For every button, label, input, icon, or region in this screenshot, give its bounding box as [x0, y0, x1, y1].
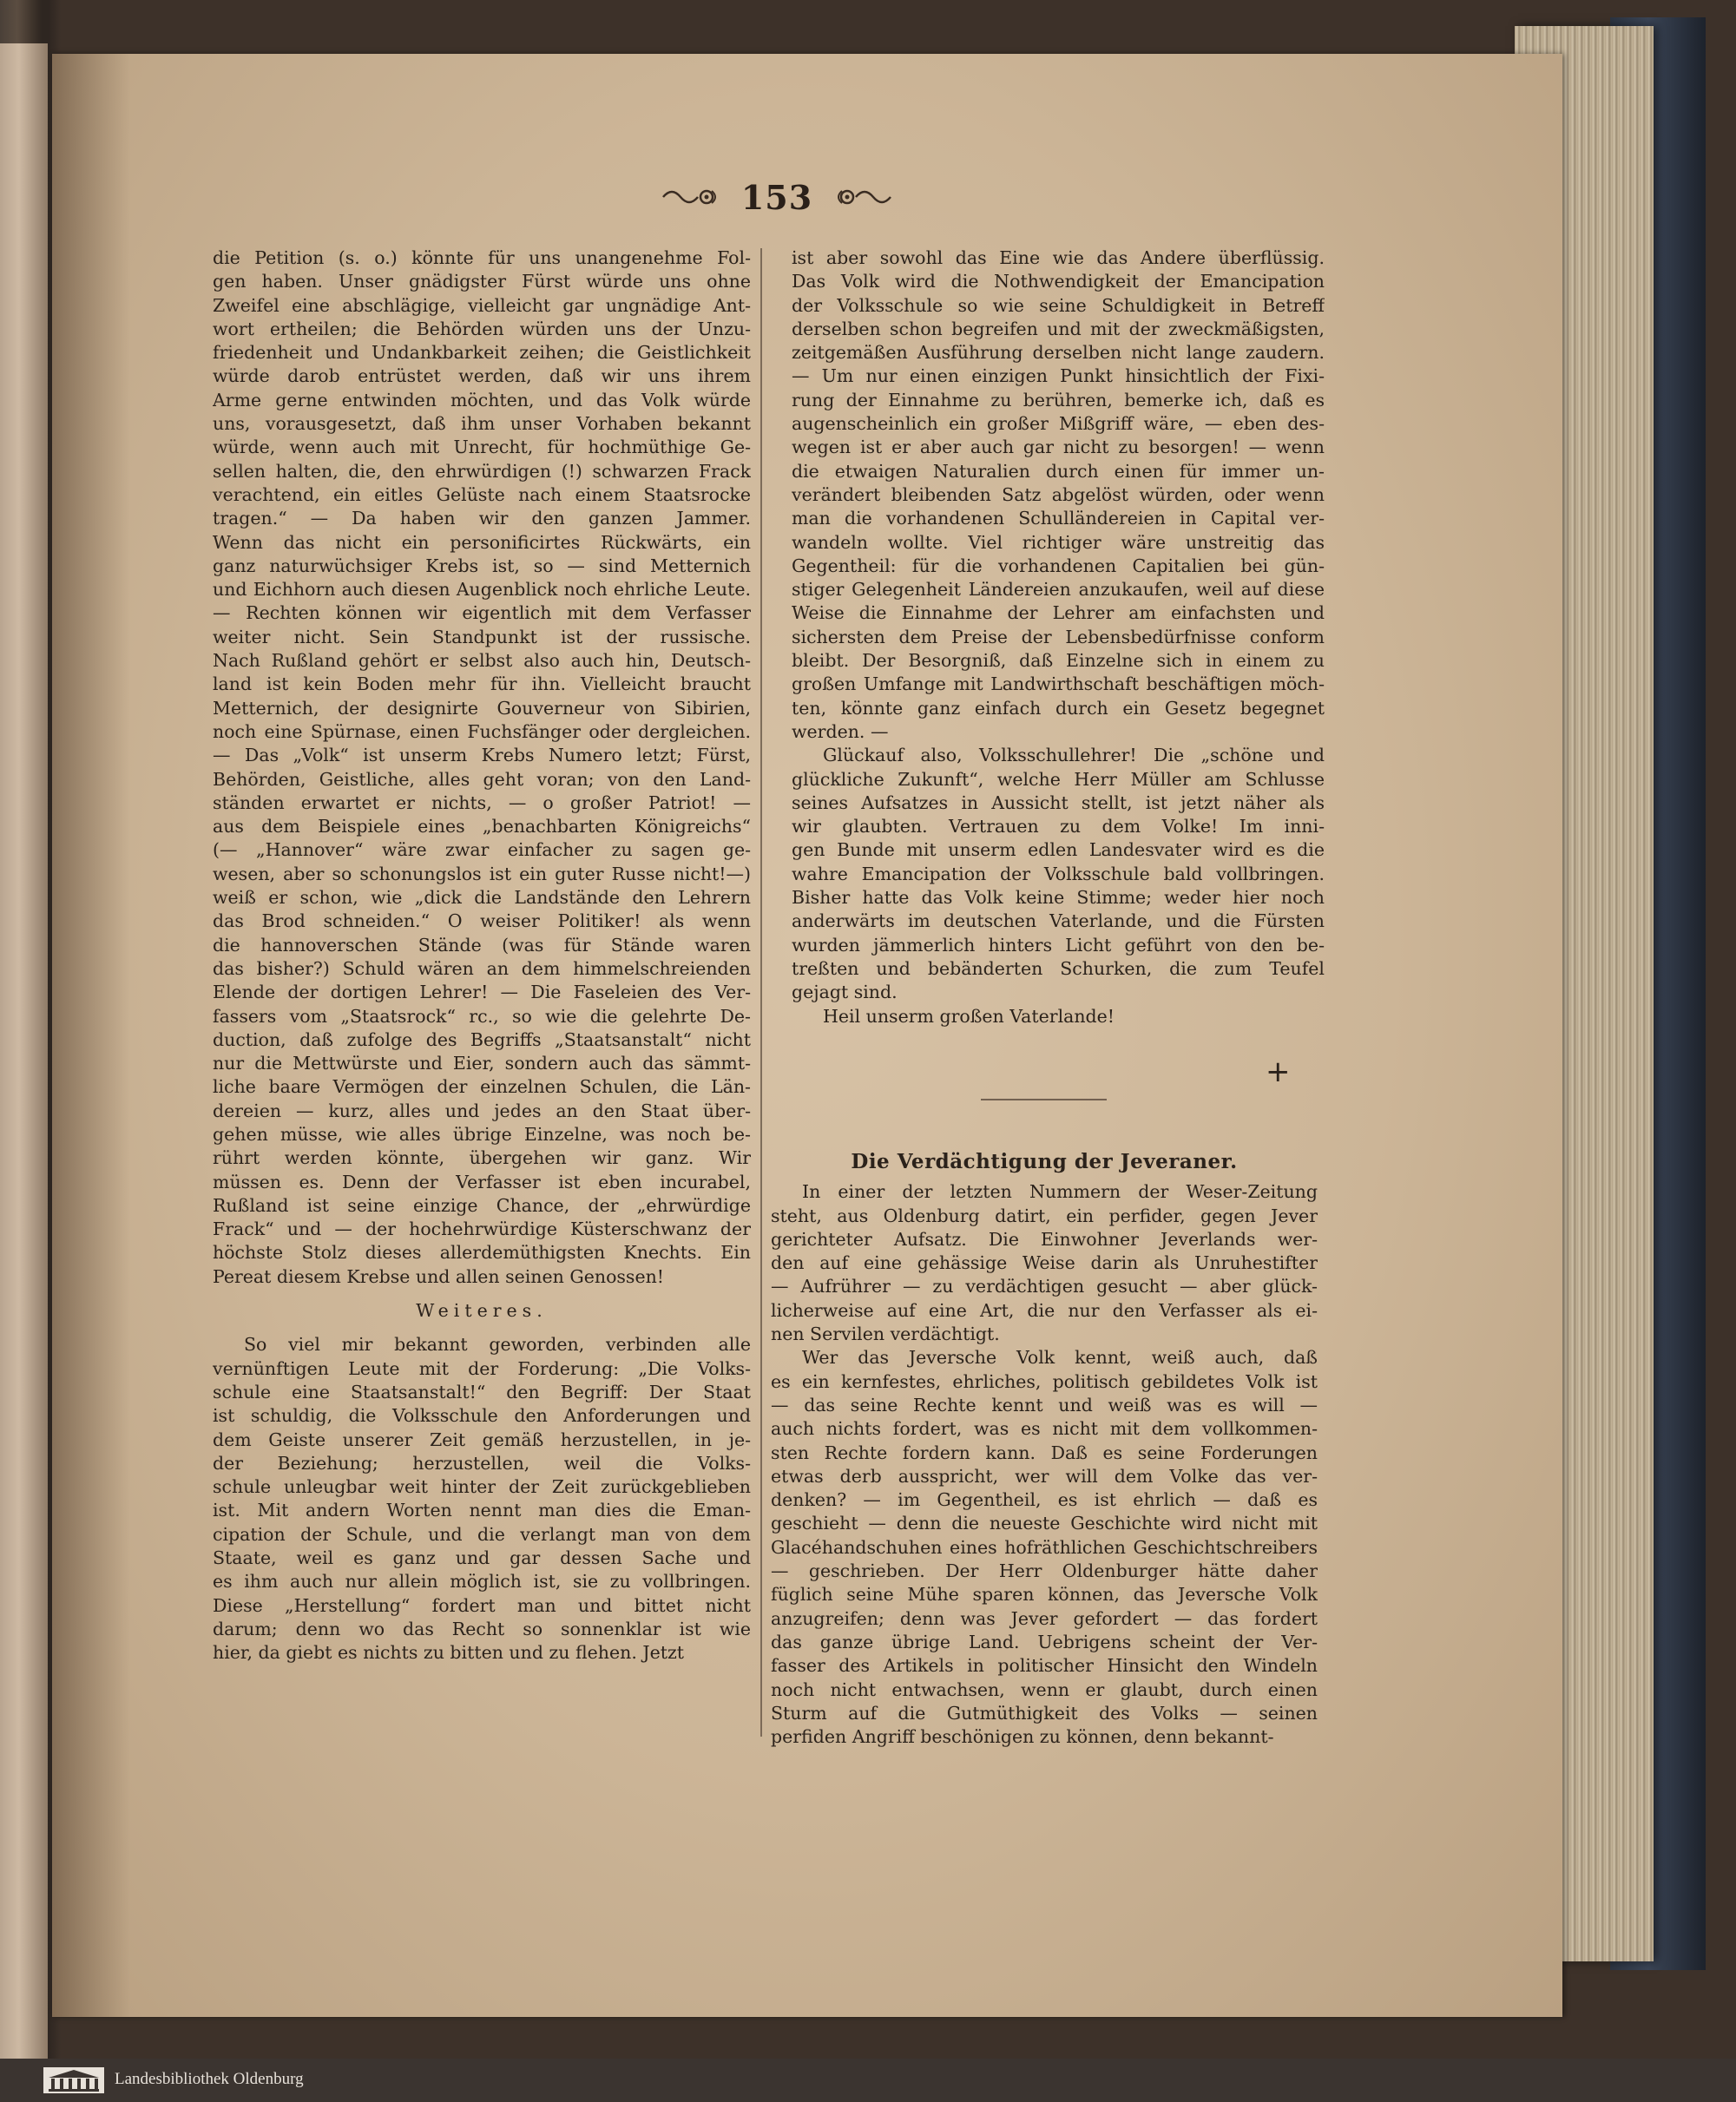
text-line: großen Umfange mit Landwirthschaft beschäftigen möch- [792, 673, 1325, 695]
text-line: und Eichhorn auch diesen Augenblick noch ehrliche Leute. [213, 579, 751, 601]
text-line: noch eine Spürnase, einen Fuchsfänger oder dergleichen. [213, 720, 751, 742]
page-gutter-shadow [52, 54, 130, 2017]
text-line: weiß er schon, wie „dick die Landstände den Lehrern [213, 887, 751, 909]
text-line: rührt werden könnte, übergehen wir ganz. Wir [213, 1147, 751, 1169]
text-line: darum; denn wo das Recht so sonnenklar ist wie [213, 1618, 751, 1639]
text-line: land ist kein Boden mehr für ihn. Vielleicht braucht [213, 673, 751, 695]
text-line: das ganze übrige Land. Uebrigens scheint der Ver- [771, 1631, 1318, 1652]
text-line: duction, daß zufolge des Begriffs „Staatsanstalt“ nicht [213, 1028, 751, 1050]
text-line: dem Geiste unserer Zeit gemäß herzustellen, in je- [213, 1429, 751, 1450]
left-ornament-icon [661, 182, 722, 212]
text-line: Nach Rußland gehört er selbst also auch hin, Deutsch- [213, 650, 751, 672]
text-line: ist schuldig, die Volksschule den Anforderungen und [213, 1405, 751, 1427]
text-line: Glacéhandschuhen eines hofräthlichen Geschichtschreibers [771, 1536, 1318, 1558]
text-line: auch nichts fordert, was es nicht mit dem vollkommen- [771, 1418, 1318, 1440]
text-line: stiger Gelegenheit Ländereien anzukaufen, weil auf diese [792, 579, 1325, 601]
text-line: Wenn das nicht ein personificirtes Rückwärts, ein [213, 531, 751, 553]
text-line: fasser des Artikels in politischer Hinsicht den Windeln [771, 1655, 1318, 1677]
text-line: wurden jämmerlich hinters Licht geführt von den be- [792, 934, 1325, 956]
text-line: — Um nur einen einzigen Punkt hinsichtlich der Fixi- [792, 365, 1325, 387]
article-heading: Die Verdächtigung der Jeveraner. [851, 1150, 1238, 1173]
text-line: anderwärts im deutschen Vaterlande, und die Fürsten [792, 910, 1325, 932]
text-line: wir glaubten. Vertrauen zu dem Volke! Im inni- [792, 816, 1325, 838]
previous-page-edge [0, 43, 48, 2059]
right-column-top [792, 246, 1325, 1028]
text-line: Rußland ist seine einzige Chance, der „ehrwürdige [213, 1194, 751, 1216]
text-line: Staate, weil es ganz und gar dessen Sache und [213, 1547, 751, 1569]
text-line: glückliche Zukunft“, welche Herr Müller am Schlusse [792, 768, 1325, 790]
text-line: die Petition (s. o.) könnte für uns unangenehme Fol- [213, 247, 751, 268]
text-line: augenscheinlich ein großer Mißgriff wäre, — eben des- [792, 413, 1325, 435]
text-line: Elende der dortigen Lehrer! — Die Faseleien des Ver- [213, 982, 751, 1003]
text-line: Bisher hatte das Volk keine Stimme; weder hier noch [792, 887, 1325, 909]
text-line: würde darob entrüstet werden, daß wir uns ihrem [213, 365, 751, 387]
text-line: geschieht — denn die neueste Geschichte wird nicht mit [771, 1513, 1318, 1534]
text-line: schule unleugbar weit hinter der Zeit zurückgeblieben [213, 1476, 751, 1498]
text-line: Frack“ und — der hochehrwürdige Küsterschwanz der [213, 1219, 751, 1240]
text-line: müssen es. Denn der Verfasser ist eben incurabel, [213, 1171, 751, 1192]
text-line: steht, aus Oldenburg datirt, ein perfider, gegen Jever [771, 1205, 1318, 1226]
text-line: es ihm auch nur allein möglich ist, sie zu vollbringen. [213, 1571, 751, 1593]
text-line: — das seine Rechte kennt und weiß was es will — [771, 1394, 1318, 1416]
text-line: werden. — [792, 720, 889, 742]
text-line: gen Bunde mit unserm edlen Landesvater wird es die [792, 839, 1325, 861]
text-line: Metternich, der designirte Gouverneur von Sibirien, [213, 697, 751, 719]
text-line: Sturm auf die Gutmüthigkeit des Volks — seinen [771, 1702, 1318, 1724]
text-line: — Rechten können wir eigentlich mit dem Verfasser [213, 602, 751, 624]
text-line: seines Aufsatzes in Aussicht stellt, ist jetzt näher als [792, 792, 1325, 813]
text-line: Heil unserm großen Vaterlande! [823, 1005, 1115, 1027]
text-line: vernünftigen Leute mit der Forderung: „Die Volks- [213, 1357, 751, 1379]
text-line: zeitgemäßen Ausführung derselben nicht lange zaudern. [792, 342, 1325, 364]
text-line: den auf eine gehässige Weise darin als Unruhestifter [771, 1252, 1318, 1274]
text-line: würde, wenn auch mit Unrecht, für hochmüthige Ge- [213, 437, 751, 458]
text-line: bleibt. Der Besorgniß, daß Einzelne sich in einem zu [792, 650, 1325, 672]
text-line: Pereat diesem Krebse und allen seinen Genossen! [213, 1265, 665, 1287]
text-line: füglich seine Mühe sparen können, das Jeversche Volk [771, 1584, 1318, 1606]
text-line: die hannoverschen Stände (was für Stände waren [213, 934, 751, 956]
text-line: nur die Mettwürste und Eier, sondern auch das sämmt- [213, 1053, 751, 1074]
text-line: cipation der Schule, und die verlangt man von dem [213, 1523, 751, 1545]
text-line: derselben schon begreifen und mit der zweckmäßigsten, [792, 318, 1325, 339]
column-divider [760, 248, 762, 1737]
text-line: das bisher?) Schuld wären an dem himmelschreienden [213, 957, 751, 979]
text-line: noch nicht entwachsen, wenn er glaubt, durch einen [771, 1678, 1318, 1700]
text-line: sten Rechte fordern kann. Daß es seine Forderungen [771, 1442, 1318, 1463]
text-line: Gegentheil: für die vorhandenen Capitalien bei gün- [792, 555, 1325, 576]
text-line: Das Volk wird die Nothwendigkeit der Emancipation [792, 271, 1325, 292]
text-line: uns, vorausgesetzt, daß ihm unser Vorhaben bekannt [213, 413, 751, 435]
subheading-weiteres: Weiteres. [416, 1300, 548, 1322]
text-line: ist aber sowohl das Eine wie das Andere überflüssig. [792, 247, 1325, 268]
text-line: rung der Einnahme zu berühren, bemerke ich, daß es [792, 389, 1325, 411]
text-line: wesen, aber so schonungslos ist ein guter Russe nicht!—) [213, 863, 751, 884]
text-line: die etwaigen Naturalien durch einen für immer un- [792, 460, 1325, 482]
text-line: denken? — im Gegentheil, es ist ehrlich — daß es [771, 1489, 1318, 1511]
text-line: Arme gerne entwinden möchten, und das Volk würde [213, 389, 751, 411]
text-line: verändert bleibenden Satz abgelöst würden, oder wenn [792, 483, 1325, 505]
page-header [638, 175, 916, 219]
text-line: In einer der letzten Nummern der Weser-Zeitung [802, 1181, 1318, 1203]
text-line: dereien — kurz, alles und jedes an den Staat über- [213, 1100, 751, 1121]
text-line: schule eine Staatsanstalt!“ den Begriff: Der Staat [213, 1381, 751, 1402]
library-building-icon [43, 2067, 104, 2093]
text-line: ganz naturwüchsiger Krebs ist, so — sind Metternich [213, 555, 751, 576]
text-line: wegen ist er aber auch gar nicht zu besorgen! — wenn [792, 437, 1325, 458]
right-column-bottom [771, 1150, 1318, 1749]
text-line: weiter nicht. Sein Standpunkt ist der russische. [213, 626, 751, 647]
text-line: nen Servilen verdächtigt. [771, 1324, 1000, 1345]
text-line: perfiden Angriff beschönigen zu können, denn bekannt- [771, 1726, 1274, 1748]
text-line: tragen.“ — Da haben wir den ganzen Jammer. [213, 508, 751, 529]
text-line: etwas derb ausspricht, wer will dem Volke das ver- [771, 1465, 1318, 1487]
text-line: wahre Emancipation der Volksschule bald vollbringen. [792, 863, 1325, 884]
text-line: friedenheit und Undankbarkeit zeihen; die Geistlichkeit [213, 342, 751, 364]
text-line: ist. Mit andern Worten nennt man dies die Eman- [213, 1500, 751, 1521]
text-line: hier, da giebt es nichts zu bitten und zu flehen. Jetzt [213, 1642, 684, 1664]
text-line: Glückauf also, Volksschullehrer! Die „schöne und [823, 745, 1325, 766]
footer-library-name: Landesbibliothek Oldenburg [115, 2070, 304, 2088]
text-line: das Brod schneiden.“ O weiser Politiker! als wenn [213, 910, 751, 932]
text-line: — geschrieben. Der Herr Oldenburger hätte daher [771, 1560, 1318, 1582]
text-line: — Das „Volk“ ist unserm Krebs Numero letzt; Fürst, [213, 745, 751, 766]
section-mark: + [1266, 1054, 1291, 1089]
left-column [213, 246, 751, 1665]
text-line: Diese „Herstellung“ fordert man und bittet nicht [213, 1594, 751, 1616]
text-line: ten, könnte ganz einfach durch ein Gesetz begegnet [792, 697, 1325, 719]
text-line: sellen halten, die, den ehrwürdigen (!) schwarzen Frack [213, 460, 751, 482]
text-line: sichersten dem Preise der Lebensbedürfnisse conform [792, 626, 1325, 647]
text-line: verachtend, ein eitles Gelüste nach einem Staatsrocke [213, 483, 751, 505]
section-rule [981, 1099, 1107, 1100]
text-line: wandeln wollte. Viel richtiger wäre unstreitig das [792, 531, 1325, 553]
text-line: gerichteter Aufsatz. Die Einwohner Jeverlands wer- [771, 1228, 1318, 1250]
text-line: (— „Hannover“ wäre zwar einfacher zu sagen ge- [213, 839, 751, 861]
text-line: wort ertheilen; die Behörden würden uns der Unzu- [213, 318, 751, 339]
text-line: gen haben. Unser gnädigster Fürst würde uns ohne [213, 271, 751, 292]
text-line: — Aufrührer — zu verdächtigen gesucht — aber glück- [771, 1276, 1318, 1297]
text-line: Zweifel eine abschlägige, vielleicht gar ungnädige Ant- [213, 294, 751, 316]
page-number: 153 [740, 177, 813, 217]
text-line: gejagt sind. [792, 982, 898, 1003]
text-line: liche baare Vermögen der einzelnen Schulen, die Län- [213, 1076, 751, 1098]
text-line: der Beziehung; herzustellen, weil die Volks- [213, 1452, 751, 1474]
text-line: anzugreifen; denn was Jever gefordert — das fordert [771, 1607, 1318, 1629]
text-line: aus dem Beispiele eines „benachbarten Königreichs“ [213, 816, 751, 838]
text-line: Weise die Einnahme der Lehrer am einfachsten und [792, 602, 1325, 624]
text-line: Wer das Jeversche Volk kennt, weiß auch, daß [802, 1347, 1318, 1369]
text-line: treßten und bebänderten Schurken, die zum Teufel [792, 957, 1325, 979]
text-line: So viel mir bekannt geworden, verbinden alle [244, 1334, 751, 1356]
text-line: licherweise auf eine Art, die nur den Verfasser als ei- [771, 1299, 1318, 1321]
text-line: der Volksschule so wie seine Schuldigkeit in Betreff [792, 294, 1325, 316]
right-ornament-icon [832, 182, 892, 212]
text-line: ständen erwartet er nichts, — o großer Patriot! — [213, 792, 751, 813]
text-line: fassers vom „Staatsrock“ rc., so wie die gelehrte De- [213, 1005, 751, 1027]
text-line: es ein kernfestes, ehrliches, politisch gebildetes Volk ist [771, 1370, 1318, 1392]
text-line: man die vorhandenen Schulländereien in Capital ver- [792, 508, 1325, 529]
text-line: Behörden, Geistliche, alles geht voran; von den Land- [213, 768, 751, 790]
text-line: gehen müsse, wie alles übrige Einzelne, was noch be- [213, 1123, 751, 1145]
text-line: höchste Stolz dieses allerdemüthigsten Knechts. Ein [213, 1242, 751, 1264]
